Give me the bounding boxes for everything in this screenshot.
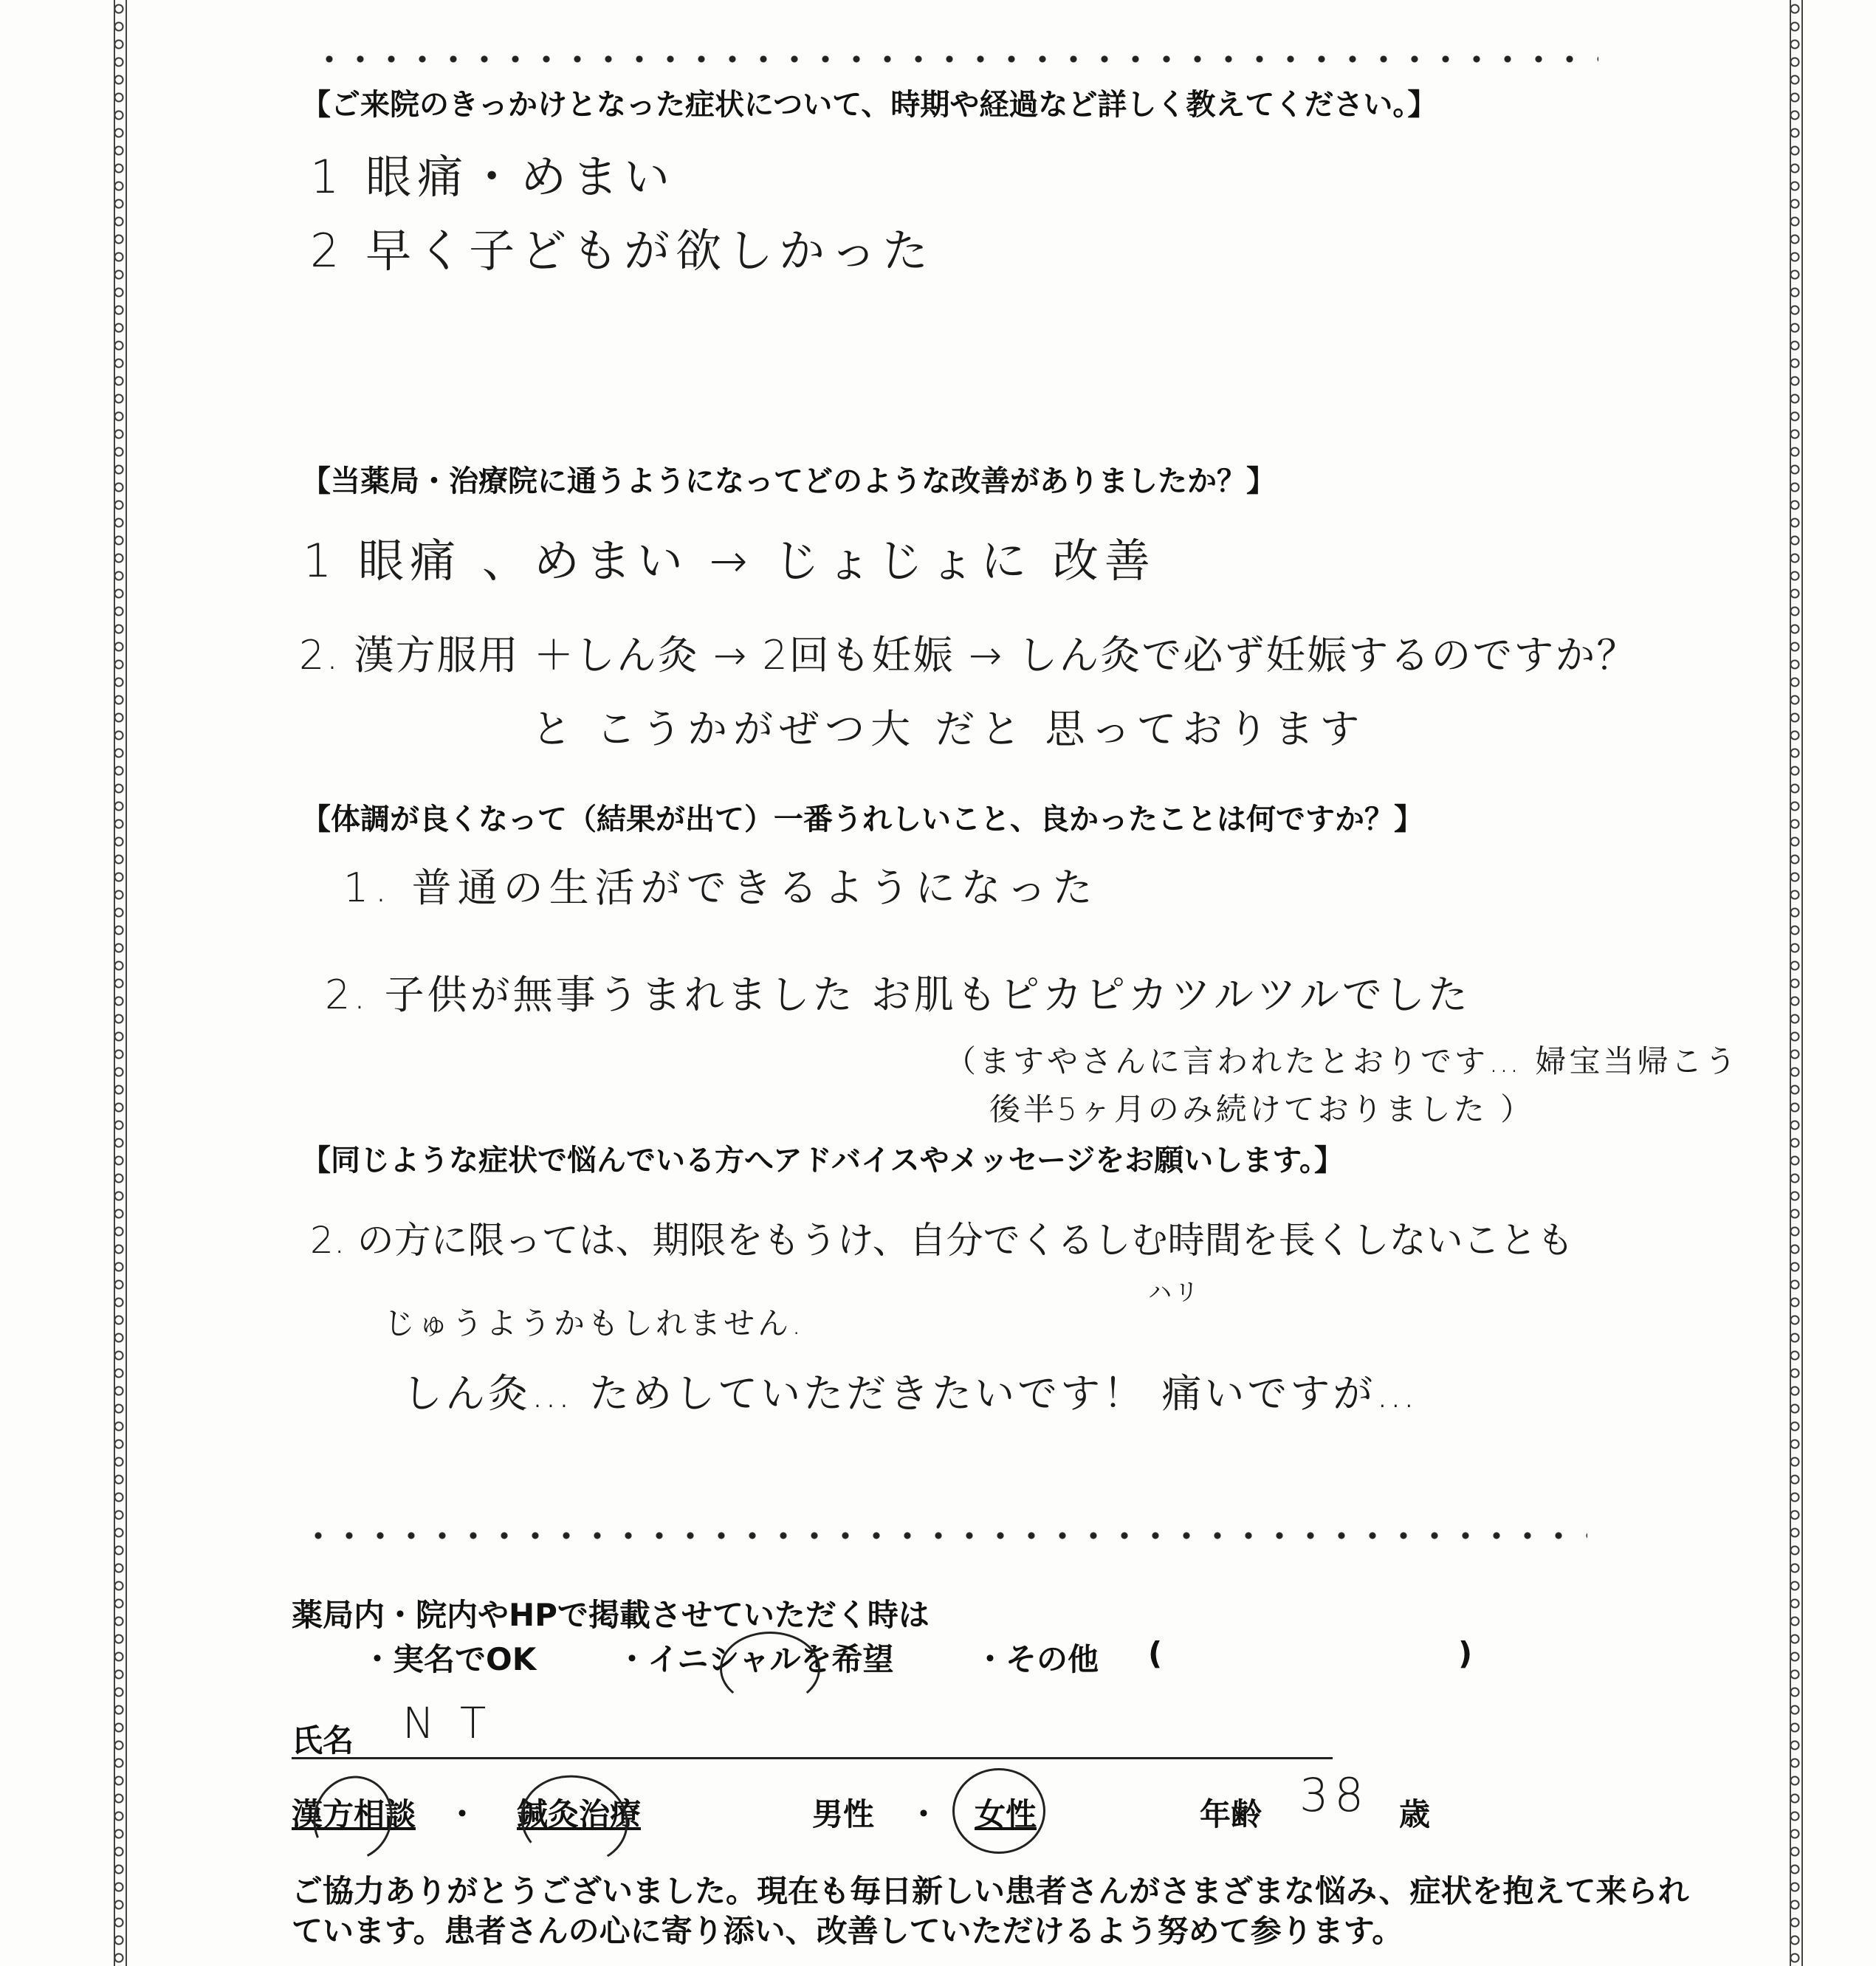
consent-option-initials[interactable]: ・イニシャルを希望 (616, 1641, 894, 1677)
initials-selection-circle (720, 1632, 820, 1706)
left-decorative-border (111, 0, 127, 1966)
gender-female[interactable]: 女性 (975, 1796, 1037, 1832)
answer-4-note: ハリ (1148, 1278, 1202, 1306)
name-value[interactable]: N T (402, 1698, 492, 1748)
answer-1-line-1: 1 眼痛・めまい (310, 150, 676, 204)
consent-paren-open: ( (1148, 1635, 1163, 1671)
age-unit: 歳 (1399, 1796, 1431, 1832)
answer-4-line-2: じゅうようかもしれません. (384, 1305, 805, 1341)
kampo-selection-circle (301, 1764, 404, 1872)
bottom-dotted-divider (303, 1532, 1587, 1539)
question-2: 【当薬局・治療院に通うようになってどのような改善がありましたか？】 (301, 464, 1276, 498)
consent-option-other[interactable]: ・その他 (975, 1641, 1099, 1677)
answer-1-line-2: 2 早く子どもが欲しかった (310, 224, 935, 278)
treatment-kampo[interactable]: 漢方相談 (292, 1796, 416, 1832)
name-label: 氏名 (292, 1722, 354, 1759)
answer-4-line-1: 2. の方に限っては、期限をもうけ、自分でくるしむ時間を長くしないことも (310, 1219, 1574, 1262)
answer-3-line-2: 2. 子供が無事うまれました お肌もピカピカツルツルでした (325, 972, 1471, 1018)
consent-title: 薬局内・院内やHPで掲載させていただく時は (292, 1597, 930, 1633)
question-4: 【同じような症状で悩んでいる方へアドバイスやメッセージをお願いします。】 (301, 1144, 1344, 1178)
acupuncture-selection-circle (514, 1767, 636, 1874)
right-decorative-border (1787, 0, 1803, 1966)
age-label: 年齢 (1200, 1796, 1262, 1832)
answer-2-line-1: 1 眼痛 、めまい → じょじょに 改善 (303, 534, 1156, 588)
name-underline (292, 1757, 1333, 1759)
answer-4-line-3: しん灸… ためしていただきたいです！ 痛いですが… (402, 1370, 1419, 1417)
answer-3-line-4: 後半5ヶ月のみ続けておりました ） (989, 1091, 1535, 1127)
answer-2-line-2: 2. 漢方服用 ＋しん灸 → 2回も妊娠 → しん灸で必ず妊娠するのですか？ (299, 632, 1638, 678)
answer-2-line-3: と こうかがぜつ大 だと 思っております (532, 706, 1366, 752)
consent-option-real-name[interactable]: ・実名でOK (362, 1641, 537, 1677)
female-selection-circle (952, 1768, 1045, 1854)
answer-3-line-1: 1. 普通の生活ができるようになった (343, 865, 1099, 911)
gender-male[interactable]: 男性 (812, 1796, 875, 1832)
gender-separator: ・ (908, 1796, 940, 1832)
top-dotted-divider (314, 55, 1598, 63)
consent-paren-close: ) (1458, 1635, 1473, 1671)
treatment-separator: ・ (447, 1796, 478, 1832)
question-1: 【ご来院のきっかけとなった症状について、時期や経過など詳しく教えてください。】 (301, 88, 1437, 122)
treatment-acupuncture[interactable]: 鍼灸治療 (517, 1796, 642, 1832)
age-value[interactable]: 38 (1299, 1768, 1370, 1822)
footer-thanks: ご協力ありがとうございました。現在も毎日新しい患者さんがさまざまな悩み、症状を抱えて来られています。患者さんの心に寄り添い、改善していただけるよう努めて参ります。 (292, 1873, 1689, 1949)
question-3: 【体調が良くなって（結果が出て）一番うれしいこと、良かったことは何ですか？】 (301, 802, 1423, 836)
answer-3-line-3: （ますやさんに言われたとおりです… 婦宝当帰こう (945, 1043, 1739, 1079)
